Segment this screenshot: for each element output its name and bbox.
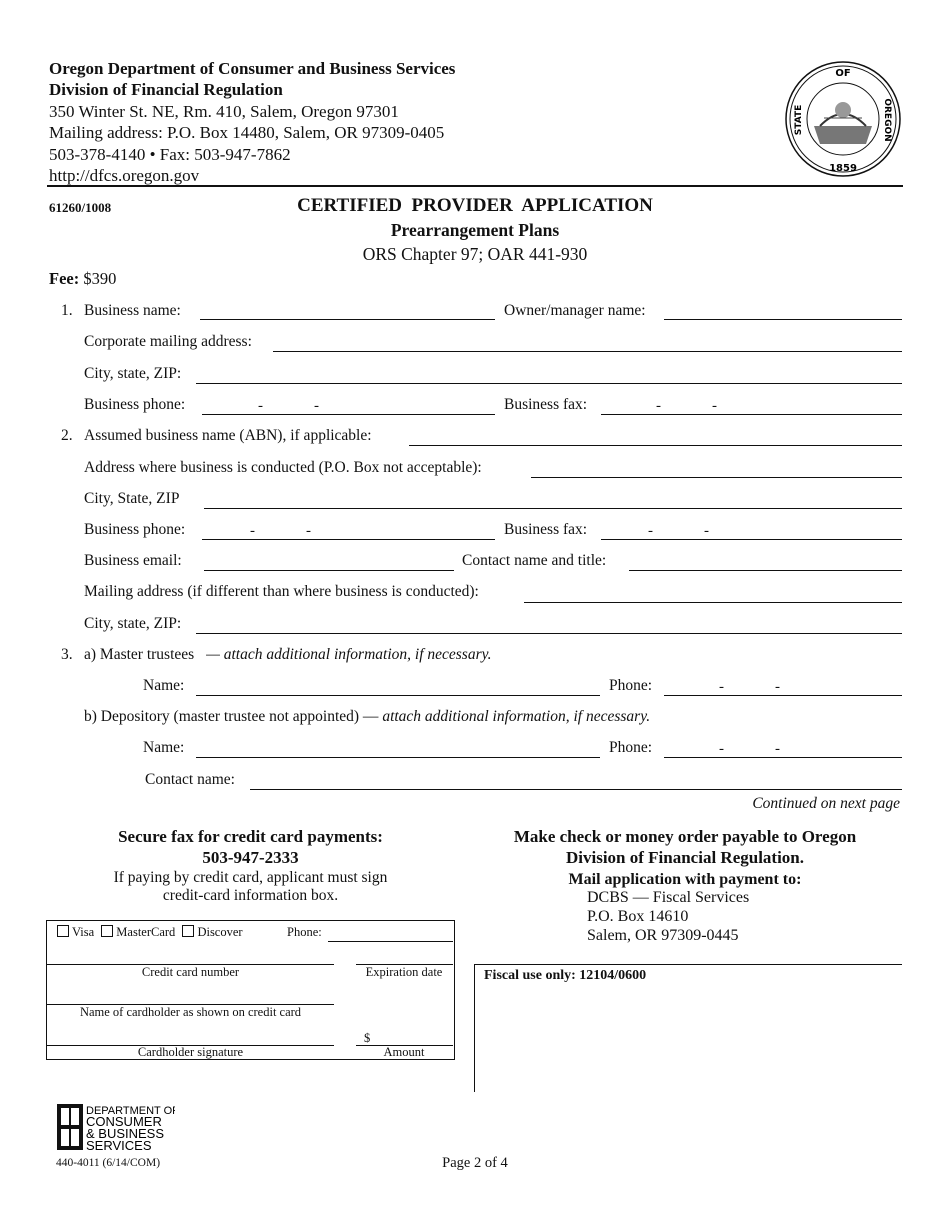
- phone-dash: -: [775, 679, 780, 695]
- check-payable-1: Make check or money order payable to Oregon: [513, 827, 857, 846]
- business-fax-2-label: Business fax:: [504, 521, 588, 538]
- depository-phone-label: Phone:: [609, 739, 653, 756]
- form-number: 440-4011 (6/14/COM): [56, 1157, 161, 1169]
- form-code: 61260/1008: [49, 200, 112, 215]
- fax-dash: -: [648, 523, 653, 539]
- fax-dash: -: [712, 398, 717, 414]
- fiscal-box-top: [474, 964, 902, 965]
- logo-text-1: DEPARTMENT OF: [86, 1105, 175, 1117]
- section1-number: 1.: [61, 302, 73, 319]
- logo-text-3: & BUSINESS: [86, 1126, 165, 1141]
- dcbs-logo: [55, 1102, 175, 1159]
- corporate-address-field[interactable]: [273, 351, 902, 352]
- mastercard-label: MasterCard: [116, 925, 176, 939]
- cc-phone-field[interactable]: [328, 941, 453, 942]
- business-fax-2-field[interactable]: [601, 539, 902, 540]
- agency-name: Oregon Department of Consumer and Business Services: [49, 59, 456, 78]
- oregon-state-seal-icon: [784, 60, 902, 178]
- phone-dash: -: [719, 741, 724, 757]
- secure-fax-title: Secure fax for credit card payments:: [118, 827, 383, 846]
- abn-field[interactable]: [409, 445, 902, 446]
- mailing-address: Mailing address: P.O. Box 14480, Salem, OR 97309-0405: [49, 123, 445, 142]
- business-email-field[interactable]: [204, 570, 454, 571]
- trustee-name-label: Name:: [143, 677, 185, 694]
- business-fax-label: Business fax:: [504, 396, 588, 413]
- mail-title: Mail application with payment to:: [568, 871, 802, 888]
- mail-line-2: P.O. Box 14610: [587, 908, 689, 925]
- fee-value: $390: [83, 269, 117, 288]
- phone-dash: -: [258, 398, 263, 414]
- cc-note-1: If paying by credit card, applicant must sign: [113, 869, 388, 886]
- master-trustees-note: — attach additional information, if necessary.: [206, 646, 492, 663]
- city-state-zip-3-label: City, state, ZIP:: [84, 615, 182, 632]
- continued-note: Continued on next page: [752, 795, 900, 812]
- fax-dash: -: [704, 523, 709, 539]
- fee-label: Fee:: [49, 269, 80, 288]
- seal-top-text: OF: [835, 68, 851, 79]
- header-divider: [47, 185, 903, 187]
- fee: [49, 269, 116, 289]
- depository-name-label: Name:: [143, 739, 185, 756]
- expiration-label: Expiration date: [365, 965, 443, 979]
- cc-note-2: credit-card information box.: [162, 887, 339, 904]
- business-phone-label: Business phone:: [84, 396, 186, 413]
- depository-contact-field[interactable]: [250, 789, 902, 790]
- cc-phone-label: Phone:: [287, 925, 322, 939]
- seal-year-text: 1859: [829, 163, 857, 174]
- website-link[interactable]: http://dfcs.oregon.gov: [49, 166, 200, 185]
- form-subtitle: Prearrangement Plans: [390, 220, 560, 240]
- business-phone-2-field[interactable]: [202, 539, 495, 540]
- contact-name-title-label: Contact name and title:: [462, 552, 607, 569]
- form-title: CERTIFIED PROVIDER APPLICATION: [297, 195, 653, 216]
- city-state-zip-label: City, state, ZIP:: [84, 365, 182, 382]
- check-payable-2: Division of Financial Regulation.: [565, 848, 805, 867]
- card-type-options: [57, 925, 243, 940]
- address-conducted-label: Address where business is conducted (P.O. Box not acceptable):: [84, 459, 482, 476]
- secure-fax-number: 503-947-2333: [202, 848, 299, 867]
- owner-manager-label: Owner/manager name:: [504, 302, 646, 319]
- section2-number: 2.: [61, 427, 73, 444]
- owner-manager-field[interactable]: [664, 319, 902, 320]
- signature-label: Cardholder signature: [137, 1045, 244, 1059]
- trustee-phone-field[interactable]: [664, 695, 902, 696]
- visa-label: Visa: [72, 925, 95, 939]
- phone-dash: -: [306, 523, 311, 539]
- fax-dash: -: [656, 398, 661, 414]
- cardholder-name-label: Name of cardholder as shown on credit card: [79, 1005, 302, 1019]
- trustee-name-field[interactable]: [196, 695, 600, 696]
- logo-text-4: SERVICES: [86, 1138, 152, 1153]
- depository-name-field[interactable]: [196, 757, 600, 758]
- business-fax-field[interactable]: [601, 414, 902, 415]
- phone-fax: 503-378-4140 • Fax: 503-947-7862: [49, 145, 291, 164]
- address-conducted-field[interactable]: [531, 477, 902, 478]
- discover-label: Discover: [197, 925, 243, 939]
- fiscal-use-label: Fiscal use only: 12104/0600: [484, 968, 647, 983]
- mail-line-1: DCBS — Fiscal Services: [587, 889, 750, 906]
- master-trustees-label: a) Master trustees: [84, 646, 195, 663]
- business-name-label: Business name:: [84, 302, 181, 319]
- section3-number: 3.: [61, 646, 73, 663]
- division-name: Division of Financial Regulation: [49, 80, 283, 99]
- discover-checkbox[interactable]: [182, 925, 194, 937]
- mailing-address-label: Mailing address (if different than where business is conducted):: [84, 583, 479, 600]
- city-state-zip-field[interactable]: [196, 383, 902, 384]
- depository-note: attach additional information, if necessary.: [382, 708, 651, 725]
- depository-phone-field[interactable]: [664, 757, 902, 758]
- seal-left-text: STATE: [794, 104, 804, 136]
- business-phone-field[interactable]: [202, 414, 495, 415]
- corporate-address-label: Corporate mailing address:: [84, 333, 252, 350]
- business-email-label: Business email:: [84, 552, 182, 569]
- fiscal-box-left: [474, 964, 475, 1092]
- dollar-sign: $: [364, 1031, 371, 1045]
- amount-label: Amount: [383, 1045, 425, 1059]
- city-state-zip-2-label: City, State, ZIP: [84, 490, 180, 507]
- trustee-phone-label: Phone:: [609, 677, 653, 694]
- mastercard-checkbox[interactable]: [101, 925, 113, 937]
- contact-name-title-field[interactable]: [629, 570, 902, 571]
- mail-line-3: Salem, OR 97309-0445: [587, 927, 739, 944]
- logo-text-2: CONSUMER: [86, 1114, 162, 1129]
- depository-label: b) Depository (master trustee not appointed) —: [84, 708, 379, 725]
- city-state-zip-2-field[interactable]: [204, 508, 902, 509]
- seal-right-text: OREGON: [882, 98, 892, 142]
- depository-heading: [84, 708, 650, 726]
- form-statute: ORS Chapter 97; OAR 441-930: [362, 244, 588, 264]
- page-number: Page 2 of 4: [442, 1155, 508, 1171]
- cc-number-label: Credit card number: [141, 965, 240, 979]
- phone-dash: -: [775, 741, 780, 757]
- depository-contact-label: Contact name:: [145, 771, 235, 788]
- street-address: 350 Winter St. NE, Rm. 410, Salem, Oregon 97301: [49, 102, 399, 121]
- business-name-field[interactable]: [200, 319, 495, 320]
- phone-dash: -: [314, 398, 319, 414]
- abn-label: Assumed business name (ABN), if applicable:: [84, 427, 372, 444]
- mailing-address-field[interactable]: [524, 602, 902, 603]
- phone-dash: -: [250, 523, 255, 539]
- dcbs-logo-icon: [55, 1102, 175, 1154]
- business-phone-2-label: Business phone:: [84, 521, 186, 538]
- phone-dash: -: [719, 679, 724, 695]
- city-state-zip-3-field[interactable]: [196, 633, 902, 634]
- master-trustees-heading: [84, 646, 492, 664]
- visa-checkbox[interactable]: [57, 925, 69, 937]
